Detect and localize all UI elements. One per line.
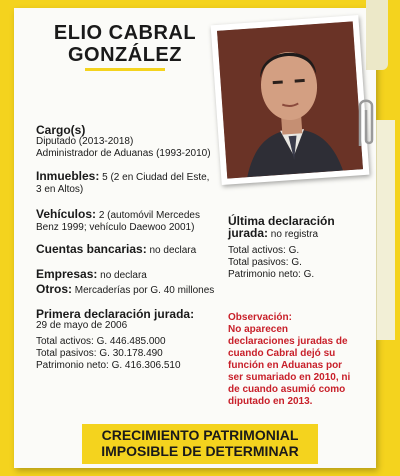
cargos-line-2: Administrador de Aduanas (1993-2010) <box>36 148 211 159</box>
headline-text <box>82 427 318 459</box>
otros-value: Mercaderías por G. 40 millones <box>74 285 215 296</box>
ultima-label-1: Última declaración <box>228 214 335 228</box>
observacion-line-1: No aparecen <box>228 324 289 335</box>
empresas-label: Empresas: <box>36 267 98 281</box>
portrait-illustration <box>217 21 363 178</box>
observacion-line-7: diputado en 2013. <box>228 396 313 407</box>
inmuebles-value-2: 3 en Altos) <box>36 184 84 195</box>
observacion-line-4: función en Aduanas por <box>228 360 343 371</box>
observacion-line-5: ser sumariado en 2010, ni <box>228 372 351 383</box>
name-line-2: GONZÁLEZ <box>68 44 182 66</box>
vehiculos-label: Vehículos: <box>36 207 97 221</box>
primera-label: Primera declaración jurada: <box>36 307 195 321</box>
name-line-1: ELIO CABRAL <box>53 22 197 44</box>
primera-declaracion-section <box>36 308 226 372</box>
paperclip-icon <box>352 96 380 152</box>
cuentas-value: no declara <box>149 245 197 256</box>
cuentas-section <box>36 243 236 257</box>
folder-tab-top <box>366 0 388 70</box>
observacion-line-6: de cuando asumió como <box>228 384 346 395</box>
primera-pasivos: Total pasivos: G. 30.178.490 <box>36 348 163 359</box>
otros-section <box>36 283 236 297</box>
ultima-declaracion-section <box>228 215 368 281</box>
cargos-label: Cargo(s) <box>36 123 86 137</box>
ultima-patrimonio: Patrimonio neto: G. <box>228 269 315 280</box>
headline-line-1: CRECIMIENTO PATRIMONIAL <box>101 427 299 443</box>
cargos-section <box>36 124 236 160</box>
inmuebles-label: Inmuebles: <box>36 169 100 183</box>
headline-line-2: IMPOSIBLE DE DETERMINAR <box>101 443 299 459</box>
name-underline <box>85 68 165 71</box>
empresas-section <box>36 268 236 282</box>
profile-name <box>40 22 210 66</box>
cargos-line-1: Diputado (2013-2018) <box>36 136 134 147</box>
portrait-image <box>217 21 363 178</box>
empresas-value: no declara <box>100 270 147 281</box>
ultima-label-2: jurada: <box>228 226 269 240</box>
ultima-value: no registra <box>270 229 319 240</box>
vehiculos-value-1: 2 (automóvil Mercedes <box>98 210 200 221</box>
otros-label: Otros: <box>36 282 72 296</box>
primera-date: 29 de mayo de 2006 <box>36 320 128 331</box>
vehiculos-section <box>36 208 236 234</box>
observacion-note <box>228 312 368 408</box>
primera-activos: Total activos: G. 446.485.000 <box>36 336 166 347</box>
vehiculos-value-2: Benz 1999; vehículo Daewoo 2001) <box>36 222 195 233</box>
observacion-line-2: declaraciones juradas de <box>228 336 348 347</box>
observacion-line-3: cuando Cabral dejó su <box>228 348 336 359</box>
ultima-activos: Total activos: G. <box>228 245 300 256</box>
cuentas-label: Cuentas bancarias: <box>36 242 147 256</box>
ultima-pasivos: Total pasivos: G. <box>228 257 302 268</box>
primera-patrimonio: Patrimonio neto: G. 416.306.510 <box>36 360 181 371</box>
inmuebles-section <box>36 170 236 196</box>
folder-tab-side <box>376 120 395 340</box>
inmuebles-value-1: 5 (2 en Ciudad del Este, <box>102 172 210 183</box>
observacion-title: Observación: <box>228 312 292 323</box>
